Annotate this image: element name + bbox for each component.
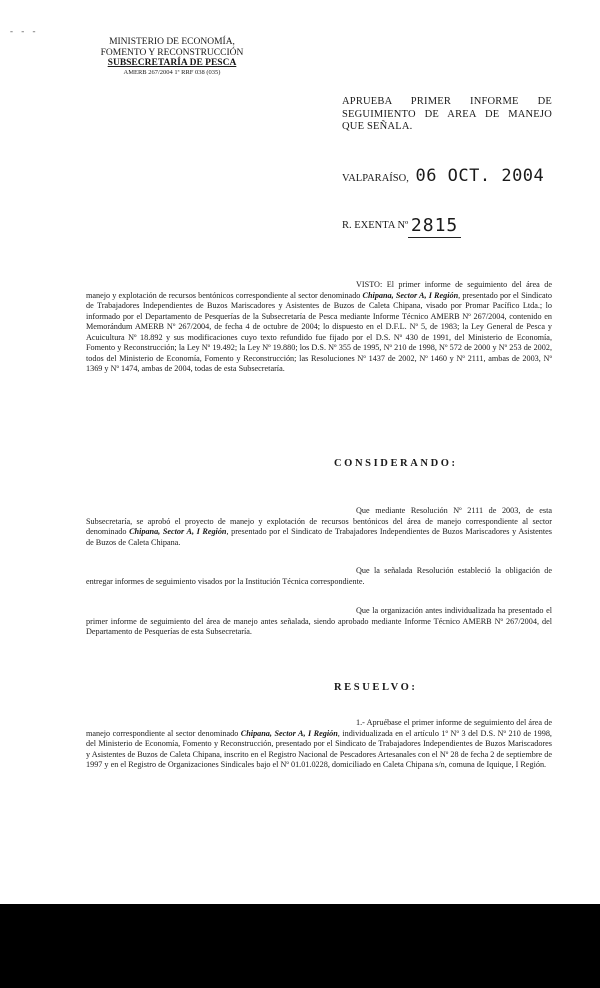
considerando-paragraph-1 xyxy=(86,506,552,548)
considerando-paragraph-3: Que la organización antes individualizada ha presentado el primer informe de seguimiento del área de manejo antes señalada, siendo aprobado mediante Informe Técnico AMERB Nº 267/2004, del Departamento de Pesquerías de esta Subsecretaría. xyxy=(86,606,552,636)
date-stamp: 06 OCT. 2004 xyxy=(415,166,545,186)
place: VALPARAÍSO, xyxy=(342,173,409,184)
resuelvo-1-text-2: , individualizada en el artículo 1º Nº 3 del D.S. Nº 210 de 1998, del Ministerio de Economía, Fomento y Reconstrucción, presentado por el Sindicato de Trabajadores Independientes de Buzos Mariscadores y Asistentes de Buzos de Caleta Chipana, inscrito en el Registro Nacional de Pescadores Artesanales con el Nº 28 de fecha 2 de septiembre de 1997 y en el Registro de Organizaciones Sindicales bajo el Nº 01.01.0228, domiciliado en Caleta Chipana s/n, comuna de Iquique, I Región. xyxy=(86,728,552,769)
resuelvo-heading: RESUELVO: xyxy=(334,682,418,693)
visto-lead: VISTO: xyxy=(356,280,387,289)
visto-text-1: El primer informe de seguimiento del área de manejo y explotación de recursos bentónicos correspondiente al sector denominado xyxy=(86,280,552,300)
resuelvo-1-text-1: 1.- Apruébase el primer informe de seguimiento del área de manejo correspondiente al sector denominado xyxy=(86,718,552,738)
document-subject: APRUEBA PRIMER INFORME DE SEGUIMIENTO DE AREA DE MANEJO QUE SEÑALA. xyxy=(342,96,552,132)
resolution-number: 2815 xyxy=(410,215,459,236)
considerando-1-sector-name: Chipana, Sector A, I Región xyxy=(129,527,227,536)
visto-sector-name: Chipana, Sector A, I Región xyxy=(362,290,459,300)
resolution-label: R. EXENTA Nº xyxy=(342,220,409,231)
scan-bottom-band xyxy=(0,904,600,988)
scan-marks: - - - xyxy=(10,26,39,36)
visto-text-2: , presentado por el Sindicato de Trabajadores Independientes de Buzos Mariscadores y Asistentes de Buzos de Caleta Chipana, visado por Promar Pacífico Ltda.; lo informado por el Departamento de Pesquerías de la Subsecretaría de Pesca mediante Informe Técnico AMERB Nº 267/2004, contenido en Memorándum AMERB Nº 267/2004, de fecha 4 de octubre de 2004; lo dispuesto en el D.F.L. Nº 5, de 1983; la Ley General de Pesca y Acuicultura Nº 18.892 y sus modificaciones cuyo texto refundido fue fijado por el D.S. Nº 430 de 1991, del Ministerio de Economía, Fomento y Reconstrucción; la Ley Nº 19.492; la Ley Nº 19.880; los D.S. Nº 355 de 1995, Nº 210 de 1998, Nº 572 de 2000 y Nº 253 de 2002, todos del Ministerio de Economía, Fomento y Reconstrucción; las Resoluciones Nº 1437 de 2002, Nº 1460 y Nº 2111, ambas de 2003, Nº 1369 y Nº 1474, ambas de 2004, todas de esta Subsecretaría. xyxy=(86,290,552,373)
ministry-line-2: FOMENTO Y RECONSTRUCCIÓN xyxy=(100,47,244,58)
visto-paragraph xyxy=(86,280,552,375)
considerando-heading: CONSIDERANDO: xyxy=(334,458,458,469)
place-date xyxy=(342,166,544,186)
subsecretaria-line: SUBSECRETARÍA DE PESCA xyxy=(107,58,237,68)
considerando-paragraph-2: Que la señalada Resolución estableció la obligación de entregar informes de seguimiento visados por la Institución Técnica correspondiente. xyxy=(86,566,552,586)
ministry-header xyxy=(92,37,252,77)
reference-line: AMERB 267/2004 1ª RRF 038 (035) xyxy=(123,68,221,76)
ministry-line-1: MINISTERIO DE ECONOMÍA, xyxy=(109,37,235,47)
resuelvo-paragraph-1 xyxy=(86,718,552,771)
resuelvo-1-sector-name: Chipana, Sector A, I Región xyxy=(240,728,338,738)
considerando-1-text-1: Que mediante Resolución Nº 2111 de 2003, de esta Subsecretaría, se aprobó el proyecto de manejo y explotación de recursos bentónicos del área de manejo correspondiente al sector denominado xyxy=(86,506,552,536)
considerando-1-text-2: , presentado por el Sindicato de Trabajadores Independientes de Buzos Mariscadores y Asistentes de Buzos de Caleta Chipana. xyxy=(86,527,552,547)
resolution-number-line xyxy=(342,212,459,236)
